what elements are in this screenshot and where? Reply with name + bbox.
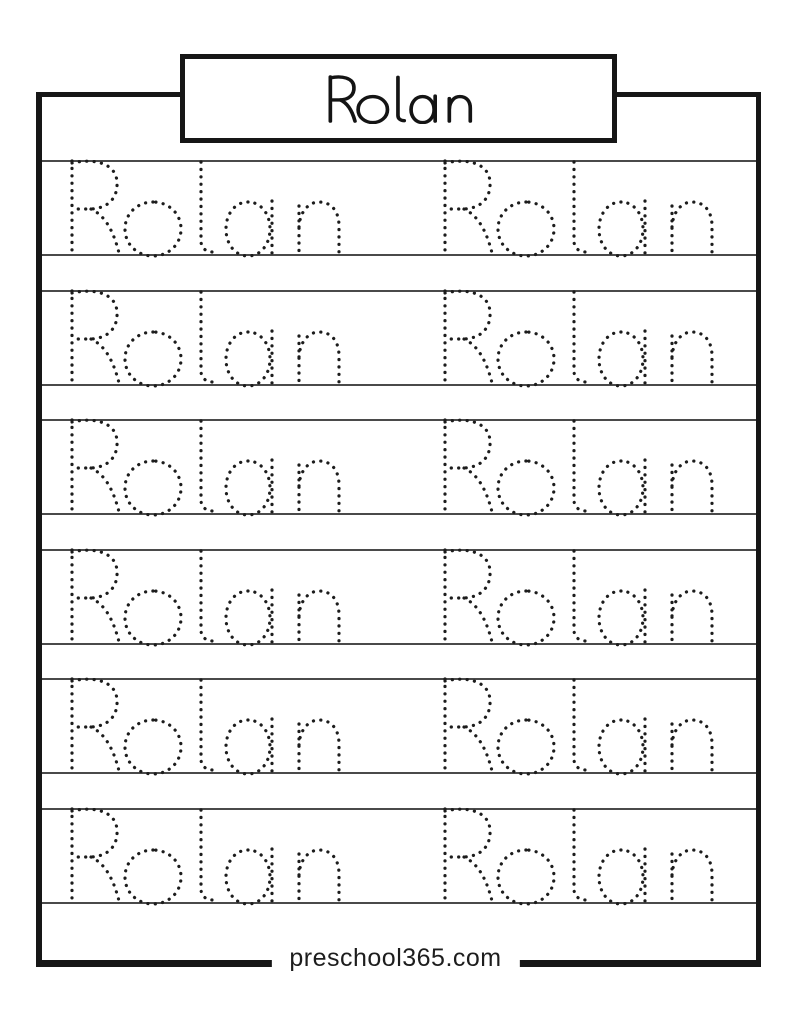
dotted-trace-word xyxy=(431,544,721,648)
dotted-trace-word xyxy=(431,155,721,259)
dotted-trace-word xyxy=(58,155,348,259)
name-title-box xyxy=(180,54,617,143)
dotted-trace-word xyxy=(431,285,721,389)
dotted-trace-word xyxy=(431,673,721,777)
dotted-trace-word xyxy=(431,803,721,907)
trace-row xyxy=(36,155,761,259)
trace-row xyxy=(36,285,761,389)
dotted-trace-word xyxy=(58,803,348,907)
footer-website: preschool365.com xyxy=(271,942,519,975)
dotted-trace-word xyxy=(431,414,721,518)
trace-row xyxy=(36,414,761,518)
dotted-trace-word xyxy=(58,673,348,777)
trace-row xyxy=(36,803,761,907)
title-word xyxy=(323,74,475,124)
dotted-trace-word xyxy=(58,285,348,389)
dotted-trace-word xyxy=(58,544,348,648)
trace-row xyxy=(36,544,761,648)
trace-row xyxy=(36,673,761,777)
dotted-trace-word xyxy=(58,414,348,518)
